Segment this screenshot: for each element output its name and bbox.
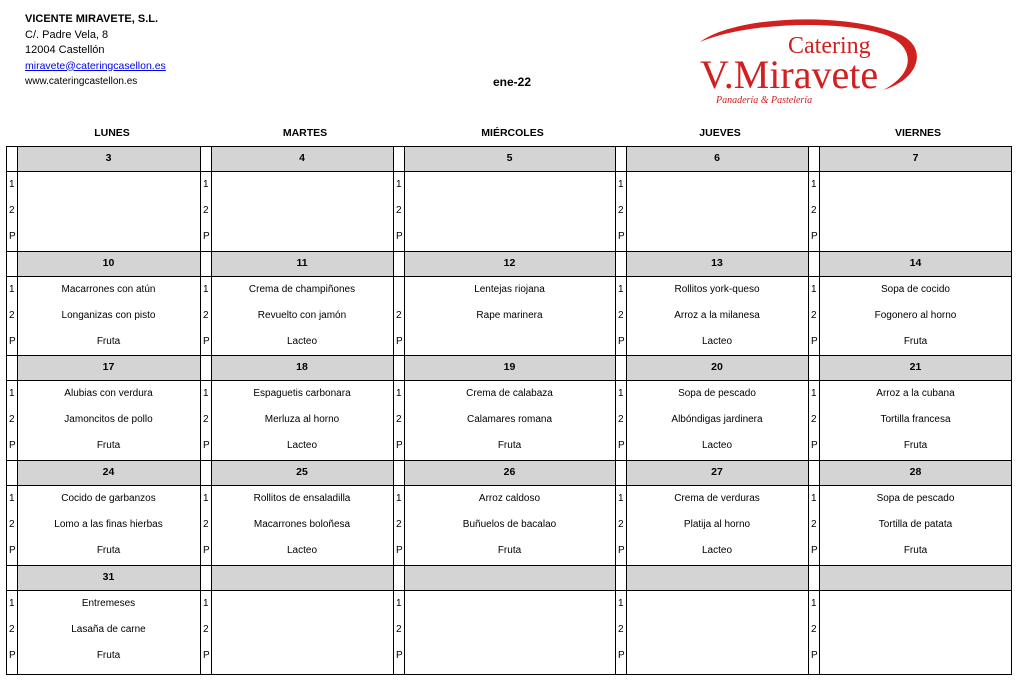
menu-dish: Arroz a la cubana — [876, 388, 955, 399]
menu-dish: Crema de champiñones — [248, 284, 356, 295]
course-index-label: 2 — [203, 519, 209, 530]
menu-dish: Sopa de pescado — [876, 493, 955, 504]
menu-dish: Lacteo — [286, 336, 318, 347]
menu-dish — [404, 591, 615, 617]
course-index-label: P — [203, 440, 210, 451]
course-index-label: P — [203, 336, 210, 347]
day-number — [626, 565, 808, 590]
course-index-label: 2 — [396, 205, 402, 216]
menu-dish — [17, 172, 200, 198]
day-number: 12 — [503, 257, 516, 269]
catering-logo-graphic — [678, 14, 926, 106]
course-index-label: 2 — [811, 310, 817, 321]
menu-dish — [404, 329, 615, 355]
course-index-label: 2 — [396, 519, 402, 530]
course-index-label: 2 — [396, 310, 402, 321]
menu-dish — [819, 224, 1012, 250]
course-index-label: 1 — [9, 388, 15, 399]
menu-dish: Lomo a las finas hierbas — [54, 519, 163, 530]
course-index-label: 2 — [811, 624, 817, 635]
day-number: 31 — [102, 571, 115, 583]
course-index-label: P — [618, 336, 625, 347]
course-index-label: 2 — [396, 624, 402, 635]
menu-dish: Lentejas riojana — [474, 284, 545, 295]
course-index-label: P — [203, 650, 210, 661]
course-index-label: 1 — [9, 179, 15, 190]
company-website: www.cateringcastellon.es — [25, 76, 138, 87]
day-number: 26 — [503, 466, 516, 478]
menu-dish: Macarrones boloñesa — [253, 519, 351, 530]
menu-dish: Crema de calabaza — [466, 388, 553, 399]
course-index-label: 2 — [618, 519, 624, 530]
course-index-label: 1 — [811, 388, 817, 399]
course-index-label: P — [396, 336, 403, 347]
day-number — [211, 565, 393, 590]
menu-dish — [211, 643, 393, 669]
menu-dish — [626, 591, 808, 617]
course-index-label: 1 — [811, 493, 817, 504]
menu-dish: Rollitos york-queso — [674, 284, 760, 295]
menu-dish: Platija al horno — [683, 519, 751, 530]
weekday-wednesday: MIÉRCOLES — [481, 127, 544, 139]
course-index-label: P — [9, 440, 16, 451]
course-index-label: P — [203, 545, 210, 556]
grid-line-vertical — [808, 146, 809, 674]
course-index-label: 2 — [811, 414, 817, 425]
weekday-tuesday: MARTES — [282, 127, 328, 139]
course-index-label: 1 — [203, 284, 209, 295]
course-index-label: 1 — [396, 388, 402, 399]
menu-dish: Lasaña de carne — [71, 624, 146, 635]
day-number: 27 — [711, 466, 723, 478]
menu-dish — [404, 172, 615, 198]
day-number — [819, 565, 1012, 590]
menu-dish: Fruta — [903, 440, 928, 451]
course-index-label: 1 — [811, 284, 817, 295]
course-index-label: 2 — [396, 414, 402, 425]
course-index-label: 1 — [618, 598, 624, 609]
day-number: 3 — [105, 152, 112, 164]
menu-dish: Longanizas con pisto — [61, 310, 156, 321]
day-number: 10 — [102, 257, 115, 269]
company-name: VICENTE MIRAVETE, S.L. — [25, 13, 159, 25]
menu-dish: Albóndigas jardinera — [671, 414, 763, 425]
course-index-label: 1 — [396, 493, 402, 504]
menu-dish: Fruta — [497, 545, 522, 556]
menu-dish: Jamoncitos de pollo — [64, 414, 153, 425]
course-index-label: 2 — [203, 624, 209, 635]
menu-dish: Alubias con verdura — [64, 388, 153, 399]
company-email-link[interactable]: miravete@cateringcasellon.es — [25, 59, 166, 72]
course-index-label: P — [203, 231, 210, 242]
menu-dish — [404, 224, 615, 250]
menu-dish: Lacteo — [701, 545, 733, 556]
course-index-label: 1 — [9, 493, 15, 504]
course-index-label: 1 — [396, 598, 402, 609]
course-index-label: 1 — [811, 598, 817, 609]
menu-dish: Rollitos de ensaladilla — [253, 493, 351, 504]
course-index-label: P — [618, 650, 625, 661]
menu-dish: Tortilla francesa — [880, 414, 951, 425]
menu-dish — [819, 591, 1012, 617]
course-index-label: 2 — [9, 519, 15, 530]
menu-dish: Crema de verduras — [674, 493, 760, 504]
menu-dish — [626, 224, 808, 250]
day-number: 11 — [296, 257, 308, 269]
catering-logo — [678, 14, 926, 106]
course-index-label: 2 — [9, 414, 15, 425]
menu-dish — [211, 224, 393, 250]
course-index-label: P — [396, 650, 403, 661]
menu-dish — [819, 198, 1012, 224]
menu-dish: Tortilla de patata — [878, 519, 953, 530]
weekday-monday: LUNES — [94, 127, 130, 139]
day-number: 17 — [102, 361, 115, 373]
menu-dish — [211, 172, 393, 198]
weekday-header — [0, 127, 1024, 141]
course-index-label: 1 — [618, 179, 624, 190]
course-index-label: 2 — [618, 205, 624, 216]
logo-tagline-text: Panadería & Pastelería — [716, 95, 813, 106]
menu-dish — [819, 172, 1012, 198]
menu-dish — [404, 643, 615, 669]
course-index-label: 2 — [9, 205, 15, 216]
day-number: 28 — [909, 466, 922, 478]
course-index-label: P — [9, 650, 16, 661]
menu-period: ene-22 — [493, 75, 532, 89]
menu-dish: Rape marinera — [476, 310, 543, 321]
menu-dish: Lacteo — [701, 440, 733, 451]
course-index-label: P — [811, 231, 818, 242]
company-address: C/. Padre Vela, 8 — [25, 28, 109, 41]
menu-dish: Cocido de garbanzos — [61, 493, 156, 504]
grid-line-vertical — [393, 146, 394, 674]
menu-dish — [626, 643, 808, 669]
grid-line-vertical — [6, 146, 7, 674]
menu-dish: Entremeses — [81, 598, 136, 609]
course-index-label: P — [811, 440, 818, 451]
course-index-label: 1 — [618, 493, 624, 504]
menu-dish: Fogonero al horno — [874, 310, 957, 321]
course-index-label: 2 — [9, 624, 15, 635]
menu-dish: Merluza al horno — [264, 414, 340, 425]
menu-dish: Macarrones con atún — [61, 284, 156, 295]
day-number: 18 — [296, 361, 308, 373]
menu-dish — [626, 617, 808, 643]
grid-line-horizontal — [6, 674, 1012, 675]
menu-dish — [404, 198, 615, 224]
day-number: 24 — [102, 466, 115, 478]
course-index-label: P — [396, 440, 403, 451]
menu-dish: Lacteo — [286, 545, 318, 556]
menu-dish: Fruta — [96, 545, 121, 556]
course-index-label: P — [9, 231, 16, 242]
company-info — [25, 12, 166, 90]
weekday-friday: VIERNES — [894, 127, 942, 139]
day-number: 4 — [299, 152, 305, 164]
menu-dish: Buñuelos de bacalao — [462, 519, 557, 530]
course-index-label: 1 — [203, 598, 209, 609]
course-index-label: 1 — [203, 388, 209, 399]
menu-dish: Arroz caldoso — [478, 493, 541, 504]
course-index-label: 2 — [811, 205, 817, 216]
course-index-label: 2 — [203, 414, 209, 425]
menu-dish: Arroz a la milanesa — [674, 310, 760, 321]
day-number: 5 — [506, 152, 513, 164]
menu-dish — [211, 198, 393, 224]
logo-name-text: V.Miravete — [700, 52, 879, 97]
course-index-label: 2 — [618, 414, 624, 425]
course-index-label: 1 — [9, 284, 15, 295]
menu-dish — [819, 643, 1012, 669]
course-index-label: 2 — [811, 519, 817, 530]
day-number: 6 — [714, 152, 720, 164]
menu-dish: Fruta — [497, 440, 522, 451]
menu-dish: Fruta — [903, 545, 928, 556]
menu-dish: Fruta — [96, 440, 121, 451]
course-index-label: 2 — [203, 310, 209, 321]
course-index-label: P — [396, 545, 403, 556]
menu-dish — [404, 617, 615, 643]
course-index-label: P — [618, 440, 625, 451]
course-index-label: 1 — [203, 493, 209, 504]
day-number: 20 — [711, 361, 723, 373]
logo-brand-text: Catering — [788, 33, 871, 59]
menu-dish — [819, 617, 1012, 643]
course-index-label: 2 — [618, 624, 624, 635]
menu-dish: Espaguetis carbonara — [253, 388, 351, 399]
day-number: 13 — [711, 257, 723, 269]
course-index-label: 2 — [203, 205, 209, 216]
course-index-label: P — [618, 231, 625, 242]
course-index-label: P — [396, 231, 403, 242]
day-number: 14 — [909, 257, 922, 269]
grid-line-vertical — [200, 146, 201, 674]
menu-table — [6, 146, 1012, 674]
menu-dish: Lacteo — [701, 336, 733, 347]
menu-dish: Fruta — [903, 336, 928, 347]
course-index-label: 2 — [618, 310, 624, 321]
course-index-label: P — [811, 336, 818, 347]
course-index-label: P — [9, 545, 16, 556]
course-index-label: 1 — [9, 598, 15, 609]
course-index-label: P — [811, 545, 818, 556]
course-index-label: 1 — [396, 179, 402, 190]
menu-dish — [626, 172, 808, 198]
course-index-label: 2 — [9, 310, 15, 321]
day-number: 7 — [912, 152, 919, 164]
menu-dish — [211, 617, 393, 643]
course-index-label: 1 — [203, 179, 209, 190]
company-city: 12004 Castellón — [25, 44, 105, 56]
menu-dish: Lacteo — [286, 440, 318, 451]
menu-dish: Revuelto con jamón — [257, 310, 347, 321]
course-index-label: 1 — [811, 179, 817, 190]
course-index-label: P — [618, 545, 625, 556]
menu-dish: Sopa de pescado — [678, 388, 756, 399]
menu-dish: Sopa de cocido — [881, 284, 950, 295]
day-number: 21 — [909, 361, 922, 373]
course-index-label: 1 — [618, 388, 624, 399]
menu-dish — [17, 198, 200, 224]
day-number: 19 — [503, 361, 516, 373]
menu-dish: Fruta — [96, 650, 121, 661]
menu-dish — [211, 591, 393, 617]
menu-dish — [626, 198, 808, 224]
course-index-label: P — [811, 650, 818, 661]
menu-dish — [17, 224, 200, 250]
day-number: 25 — [296, 466, 308, 478]
menu-dish: Fruta — [96, 336, 121, 347]
course-index-label: 1 — [618, 284, 624, 295]
day-number — [404, 565, 615, 590]
grid-line-vertical — [615, 146, 616, 674]
menu-dish: Calamares romana — [466, 414, 553, 425]
weekday-thursday: JUEVES — [699, 127, 741, 139]
course-index-label: P — [9, 336, 16, 347]
